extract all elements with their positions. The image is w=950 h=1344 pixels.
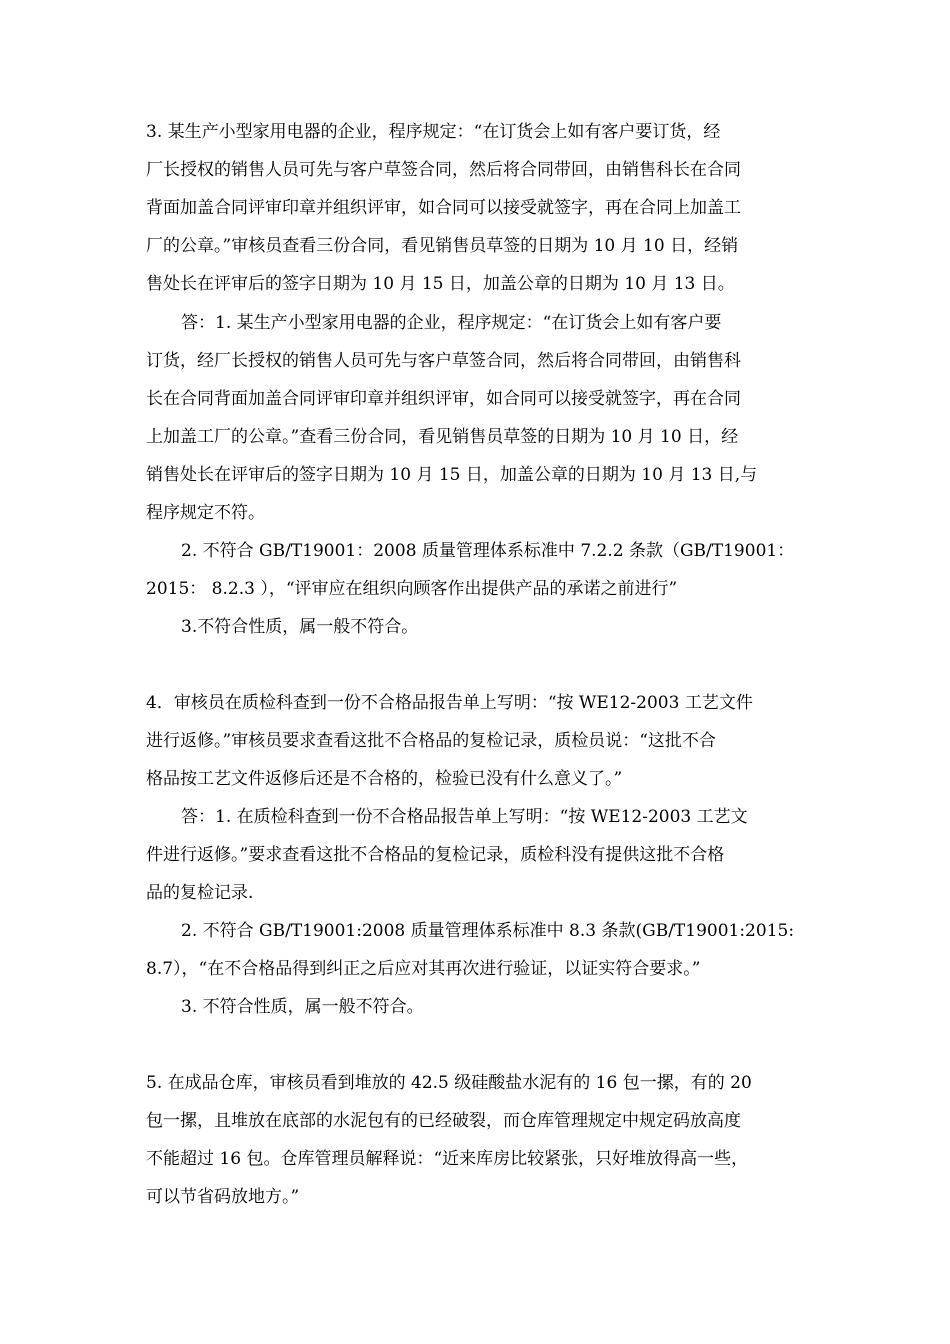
q5-line-1: 5. 在成品仓库，审核员看到堆放的 42.5 级硅酸盐水泥有的 16 包一摞，有的 20 bbox=[146, 1073, 752, 1093]
a4-line-2: 件进行返修。”要求查看这批不合格品的复检记录，质检科没有提供这批不合格 bbox=[146, 845, 725, 865]
a3-line-6: 程序规定不符。 bbox=[146, 503, 265, 523]
a4-line-5: 8.7），“在不合格品得到纠正之后应对其再次进行验证，以证实符合要求。” bbox=[146, 959, 701, 979]
q3-line-5: 售处长在评审后的签字日期为 10 月 15 日，加盖公章的日期为 10 月 13 日。 bbox=[146, 274, 735, 294]
a3-line-3: 长在合同背面加盖合同评审印章并组织评审，如合同可以接受就签字，再在合同 bbox=[146, 389, 741, 409]
q3-line-3: 背面加盖合同评审印章并组织评审，如合同可以接受就签字，再在合同上加盖工 bbox=[146, 198, 741, 218]
q5-line-4: 可以节省码放地方。” bbox=[146, 1187, 300, 1207]
a4-line-6: 3. 不符合性质，属一般不符合。 bbox=[181, 997, 424, 1017]
a4-line-4: 2. 不符合 GB/T19001:2008 质量管理体系标准中 8.3 条款(GB/T19001:2015: bbox=[181, 921, 795, 941]
a4-line-3: 品的复检记录. bbox=[146, 883, 254, 903]
q3-line-1: 3. 某生产小型家用电器的企业，程序规定：“在订货会上如有客户要订货，经 bbox=[146, 122, 721, 142]
q5-line-3: 不能超过 16 包。仓库管理员解释说：“近来库房比较紧张，只好堆放得高一些， bbox=[146, 1149, 749, 1169]
a3-line-8: 2015： 8.2.3 ），“评审应在组织向顾客作出提供产品的承诺之前进行” bbox=[146, 579, 678, 599]
a3-line-9: 3.不符合性质，属一般不符合。 bbox=[181, 617, 419, 637]
q3-line-2: 厂长授权的销售人员可先与客户草签合同，然后将合同带回，由销售科长在合同 bbox=[146, 160, 741, 180]
q4-line-2: 进行返修。”审核员要求查看这批不合格品的复检记录，质检员说：“这批不合 bbox=[146, 731, 716, 751]
a3-line-1: 答：1. 某生产小型家用电器的企业，程序规定：“在订货会上如有客户要 bbox=[181, 313, 722, 333]
q5-line-2: 包一摞，且堆放在底部的水泥包有的已经破裂，而仓库管理规定中规定码放高度 bbox=[146, 1111, 741, 1131]
a4-line-1: 答：1. 在质检科查到一份不合格品报告单上写明：“按 WE12-2003 工艺文 bbox=[181, 807, 748, 827]
a3-line-4: 上加盖工厂的公章。”查看三份合同，看见销售员草签的日期为 10 月 10 日，经 bbox=[146, 427, 739, 447]
q3-line-4: 厂的公章。”审核员查看三份合同，看见销售员草签的日期为 10 月 10 日，经销 bbox=[146, 236, 739, 256]
q4-line-1: 4．审核员在质检科查到一份不合格品报告单上写明：“按 WE12-2003 工艺文件 bbox=[146, 693, 753, 713]
q4-line-3: 格品按工艺文件返修后还是不合格的，检验已没有什么意义了。” bbox=[146, 769, 623, 789]
a3-line-2: 订货，经厂长授权的销售人员可先与客户草签合同，然后将合同带回，由销售科 bbox=[146, 351, 741, 371]
a3-line-5: 销售处长在评审后的签字日期为 10 月 15 日，加盖公章的日期为 10 月 13 日,与 bbox=[146, 465, 758, 485]
a3-line-7: 2. 不符合 GB/T19001：2008 质量管理体系标准中 7.2.2 条款（GB/T19001： bbox=[181, 541, 795, 561]
